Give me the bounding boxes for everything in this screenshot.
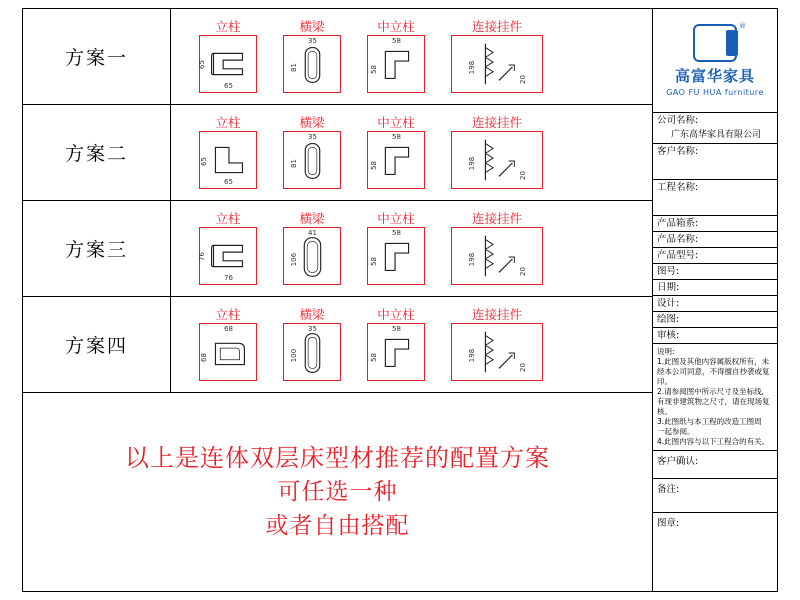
dim-right: 20 bbox=[519, 267, 528, 276]
notice-line: 经本公司同意，不得擅自抄袭或复 bbox=[657, 367, 770, 376]
dim-right: 20 bbox=[519, 75, 528, 84]
notice-line: 一起参阅。 bbox=[657, 427, 695, 436]
part-drawing-beam bbox=[283, 323, 341, 381]
part-title: 连接挂件 bbox=[471, 115, 522, 130]
dim-left: 65 bbox=[199, 157, 208, 166]
notice-line: 4.此图内容与以下工程合的有关。 bbox=[657, 437, 770, 446]
part-item[interactable] bbox=[281, 20, 343, 93]
dim-top: 58 bbox=[392, 325, 401, 333]
part-title: 中立柱 bbox=[377, 307, 415, 322]
note-line-1: 以上是连体双层床型材推荐的配置方案 bbox=[125, 444, 550, 472]
dim-left: 58 bbox=[369, 353, 378, 362]
dim-bottom: 65 bbox=[224, 82, 233, 90]
project-field bbox=[653, 180, 777, 216]
part-drawing-mid-post bbox=[367, 323, 425, 381]
dim-top: 58 bbox=[392, 133, 401, 141]
option-items bbox=[171, 9, 652, 104]
dim-left: 58 bbox=[369, 161, 378, 170]
option-label: 方案二 bbox=[23, 105, 171, 200]
notice-title: 说明: bbox=[657, 347, 675, 356]
dim-left: 198 bbox=[468, 156, 477, 171]
seal-field bbox=[653, 513, 777, 591]
notice-line: 2.请参阅图中所示尺寸及坐标线, bbox=[657, 387, 765, 396]
part-title: 立柱 bbox=[215, 307, 241, 322]
part-drawing-mid-post bbox=[367, 35, 425, 93]
part-item[interactable] bbox=[365, 308, 427, 381]
option-items bbox=[171, 201, 652, 296]
part-drawing-mid-post bbox=[367, 131, 425, 189]
project-label: 工程名称: bbox=[657, 182, 699, 193]
dim-left: 198 bbox=[468, 252, 477, 267]
notice-line: 1.此图及其他内容属版权所有，未 bbox=[657, 357, 770, 366]
options-area bbox=[23, 9, 653, 591]
profile-icon bbox=[452, 36, 542, 92]
dim-left: 198 bbox=[468, 348, 477, 363]
logo-name-cn: 高富华家具 bbox=[674, 67, 755, 85]
notice-line: 印。 bbox=[657, 377, 672, 386]
registered-mark: ® bbox=[739, 22, 746, 30]
part-item[interactable] bbox=[281, 116, 343, 189]
notice-line: 有现非建筑物之尺寸，请在现场复 bbox=[657, 397, 770, 406]
option-row bbox=[23, 297, 652, 393]
dim-top: 58 bbox=[392, 37, 401, 45]
draw-field: 绘图: bbox=[653, 312, 777, 328]
part-drawing-post-l bbox=[199, 131, 257, 189]
part-title: 连接挂件 bbox=[471, 19, 522, 34]
note-line-3: 或者自由搭配 bbox=[265, 513, 410, 539]
dim-bottom: 76 bbox=[224, 274, 233, 282]
logo-icon bbox=[693, 22, 746, 62]
part-item[interactable] bbox=[449, 20, 545, 93]
company-field bbox=[653, 113, 777, 144]
remark-label: 备注: bbox=[657, 484, 680, 495]
part-item[interactable] bbox=[365, 212, 427, 285]
dim-left: 81 bbox=[289, 159, 298, 168]
notice-line: 核。 bbox=[657, 407, 672, 416]
remark-field bbox=[653, 479, 777, 513]
summary-note bbox=[23, 393, 652, 591]
part-item[interactable] bbox=[197, 212, 259, 285]
option-items bbox=[171, 105, 652, 200]
option-label: 方案三 bbox=[23, 201, 171, 296]
dim-left: 68 bbox=[199, 353, 208, 362]
title-block bbox=[653, 9, 777, 591]
review-field: 审核: bbox=[653, 328, 777, 344]
dim-top: 68 bbox=[224, 325, 233, 333]
part-drawing-hanger bbox=[451, 227, 543, 285]
part-item[interactable] bbox=[281, 212, 343, 285]
dim-left: 198 bbox=[468, 60, 477, 75]
part-item[interactable] bbox=[365, 116, 427, 189]
part-title: 横梁 bbox=[299, 19, 325, 34]
dim-top: 35 bbox=[308, 37, 317, 45]
part-item[interactable] bbox=[281, 308, 343, 381]
logo-name-en: GAO FU HUA furniture bbox=[666, 88, 764, 97]
part-title: 立柱 bbox=[215, 115, 241, 130]
drawing-no-field: 图号: bbox=[653, 264, 777, 280]
dim-bottom: 65 bbox=[224, 178, 233, 186]
part-title: 中立柱 bbox=[377, 211, 415, 226]
dim-top: 58 bbox=[392, 229, 401, 237]
part-item[interactable] bbox=[449, 308, 545, 381]
part-title: 横梁 bbox=[299, 211, 325, 226]
dim-left: 81 bbox=[289, 63, 298, 72]
customer-confirm-field bbox=[653, 451, 777, 479]
notice-line: 3.此图纸与本工程的改造工图周 bbox=[657, 417, 762, 426]
option-row bbox=[23, 9, 652, 105]
part-item[interactable] bbox=[449, 212, 545, 285]
customer-field bbox=[653, 144, 777, 180]
product-name-field: 产品名称: bbox=[653, 232, 777, 248]
part-drawing-hanger bbox=[451, 323, 543, 381]
company-logo bbox=[653, 9, 777, 113]
customer-confirm-label: 客户确认: bbox=[657, 456, 699, 467]
part-item[interactable] bbox=[197, 308, 259, 381]
option-items bbox=[171, 297, 652, 392]
part-drawing-beam bbox=[283, 131, 341, 189]
part-item[interactable] bbox=[197, 20, 259, 93]
part-drawing-hanger bbox=[451, 35, 543, 93]
profile-icon bbox=[452, 324, 542, 380]
note-line-2: 可任选一种 bbox=[277, 479, 398, 505]
part-title: 中立柱 bbox=[377, 19, 415, 34]
dim-right: 20 bbox=[519, 171, 528, 180]
company-label: 公司名称: bbox=[657, 115, 699, 126]
part-title: 立柱 bbox=[215, 19, 241, 34]
dim-left: 106 bbox=[290, 252, 299, 267]
option-label: 方案一 bbox=[23, 9, 171, 104]
option-row bbox=[23, 105, 652, 201]
dim-left: 65 bbox=[197, 60, 206, 69]
dim-top: 35 bbox=[308, 133, 317, 141]
part-drawing-beam bbox=[283, 227, 341, 285]
part-title: 连接挂件 bbox=[471, 211, 522, 226]
part-drawing-mid-post bbox=[367, 227, 425, 285]
profile-icon bbox=[452, 228, 542, 284]
seal-label: 图章: bbox=[657, 518, 680, 529]
part-item[interactable] bbox=[197, 116, 259, 189]
part-item[interactable] bbox=[449, 116, 545, 189]
part-title: 中立柱 bbox=[377, 115, 415, 130]
profile-icon bbox=[452, 132, 542, 188]
part-drawing-post-c bbox=[199, 227, 257, 285]
dim-left: 100 bbox=[290, 348, 299, 363]
dim-left: 58 bbox=[369, 257, 378, 266]
drawing-sheet bbox=[22, 8, 778, 592]
dim-top: 41 bbox=[308, 229, 317, 237]
part-drawing-hanger bbox=[451, 131, 543, 189]
part-drawing-post-c bbox=[199, 35, 257, 93]
part-title: 立柱 bbox=[215, 211, 241, 226]
design-field: 设计: bbox=[653, 296, 777, 312]
product-series-field: 产品箱系: bbox=[653, 216, 777, 232]
legal-notice bbox=[653, 344, 777, 451]
part-item[interactable] bbox=[365, 20, 427, 93]
option-label: 方案四 bbox=[23, 297, 171, 392]
part-drawing-post-round bbox=[199, 323, 257, 381]
part-title: 连接挂件 bbox=[471, 307, 522, 322]
part-drawing-beam bbox=[283, 35, 341, 93]
dim-left: 76 bbox=[197, 252, 206, 261]
dim-top: 35 bbox=[308, 325, 317, 333]
part-title: 横梁 bbox=[299, 307, 325, 322]
option-row bbox=[23, 201, 652, 297]
product-model-field: 产品型号: bbox=[653, 248, 777, 264]
company-value: 广东高华家具有限公司 bbox=[671, 130, 762, 140]
dim-right: 20 bbox=[519, 363, 528, 372]
dim-left: 58 bbox=[369, 65, 378, 74]
date-field: 日期: bbox=[653, 280, 777, 296]
customer-label: 客户名称: bbox=[657, 146, 699, 157]
part-title: 横梁 bbox=[299, 115, 325, 130]
